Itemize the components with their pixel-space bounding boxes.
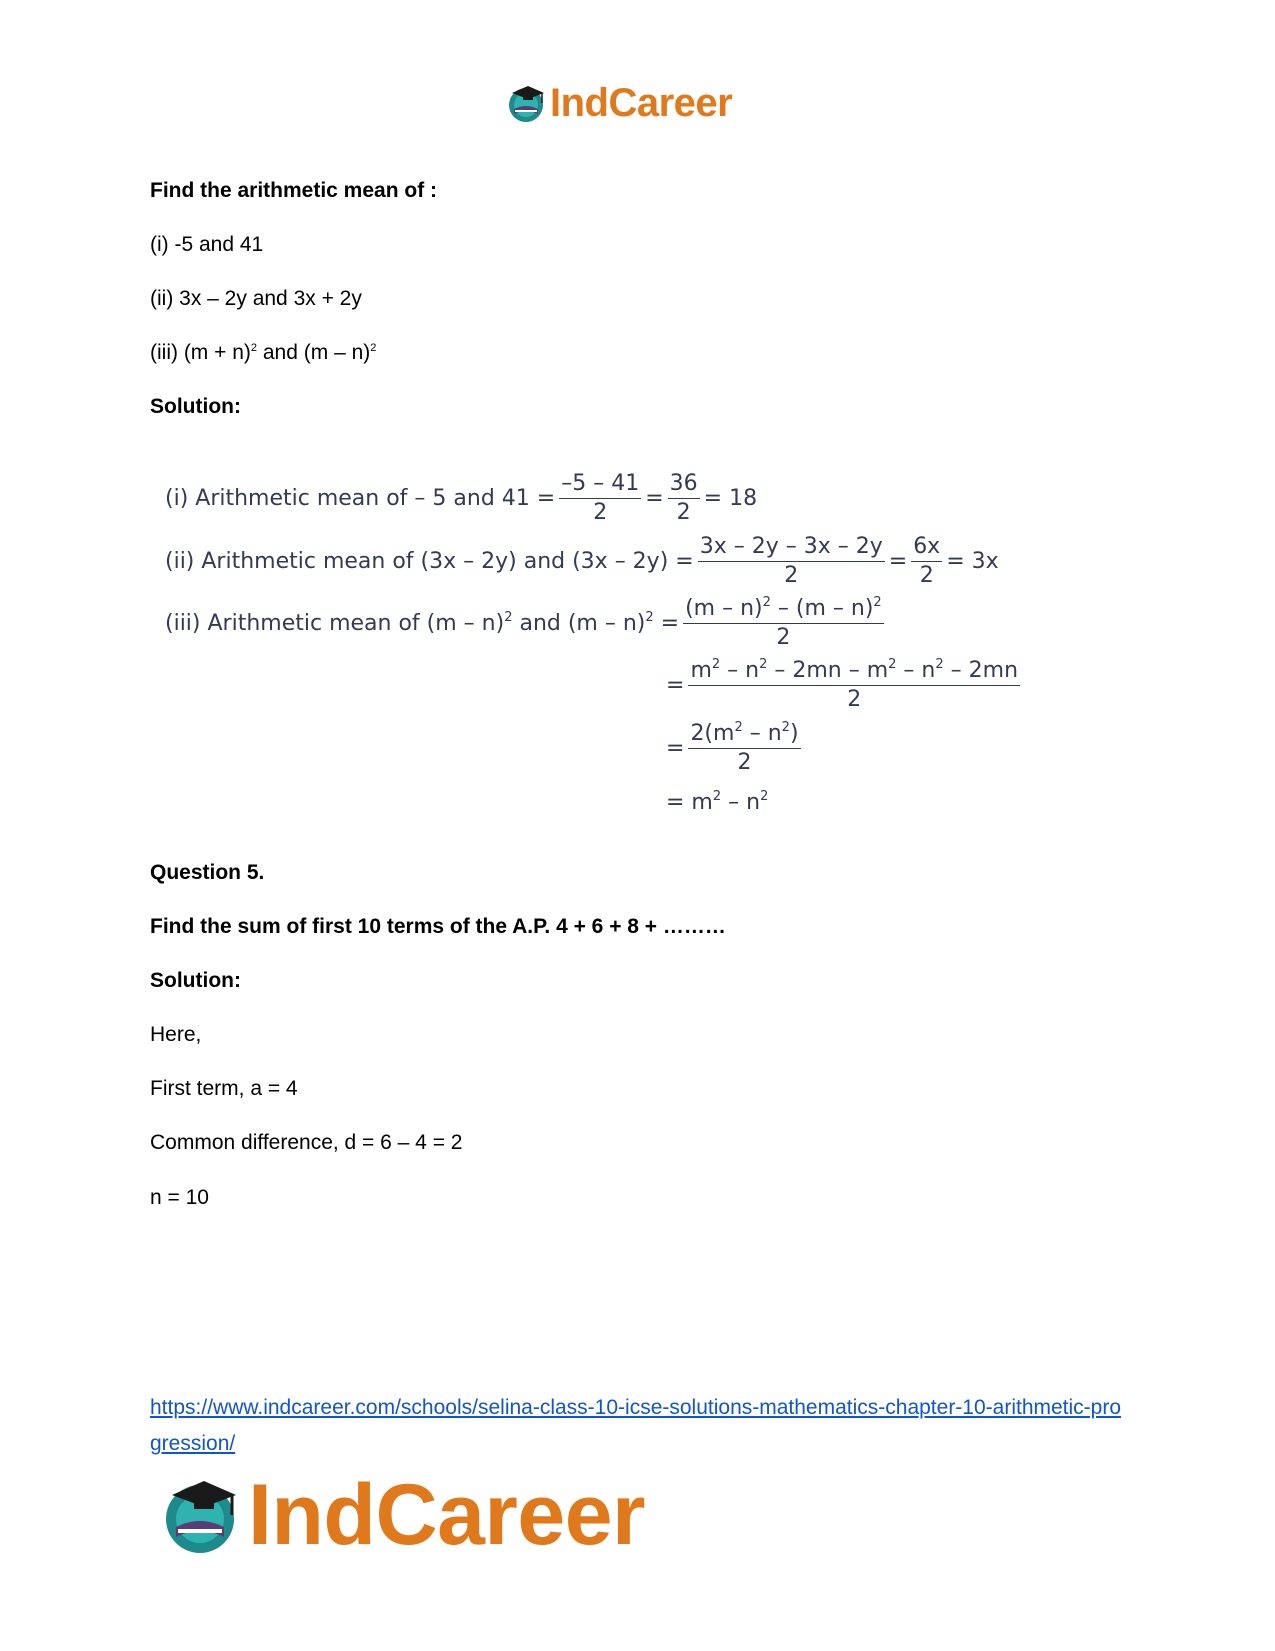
math-row-6: = $m^2 - n^2$: [666, 789, 769, 815]
fraction: $\frac{(m - n)^2 - (m - n)^2}{2}$: [685, 595, 882, 650]
solution-label: Solution:: [150, 395, 241, 418]
math-row-2: (ii) Arithmetic mean of (3x – 2y) and (3x – 2y) = $\frac{3x - 2y - 3x - 2y}{2}$ = $\frac{6x}{2}$ = 3x: [165, 534, 999, 588]
fraction: $\frac{6x}{2}$: [913, 534, 941, 588]
question-item-1: (i) -5 and 41: [150, 233, 264, 256]
math-row-3: (iii) Arithmetic mean of (m – n)$^2$ and (m – n)$^2$ = $\frac{(m - n)^2 - (m - n)^2}{2}$: [165, 595, 882, 650]
question-prompt: Find the arithmetic mean of :: [150, 179, 438, 202]
question-item-2: (ii) 3x – 2y and 3x + 2y: [150, 287, 362, 310]
fraction: $\frac{3x - 2y - 3x - 2y}{2}$: [699, 534, 883, 588]
fraction: $\frac{-5 - 41}{2}$: [561, 471, 640, 525]
math-row-1: (i) Arithmetic mean of – 5 and 41 = $\frac{-5 - 41}{2}$ = $\frac{36}{2}$ = 18: [165, 471, 758, 525]
math-row-4: = $\frac{m^2 - n^2 - 2mn - m^2 - n^2 - 2mn}{2}$: [666, 657, 1019, 712]
question-prompt: Find the sum of first 10 terms of the A.P. 4 + 6 + 8 + ………: [150, 915, 726, 938]
question-heading: Question 5.: [150, 861, 265, 884]
solution-line: Common difference, d = 6 – 4 = 2: [150, 1131, 463, 1154]
solution-line: First term, a = 4: [150, 1077, 298, 1100]
solution-line: n = 10: [150, 1186, 209, 1209]
question-item-3: (iii) $(m + n)^2$ and (m – n)$^2$: [150, 341, 377, 364]
source-link[interactable]: https://www.indcareer.com/schools/selina-class-10-icse-solutions-mathematics-chapter-10-arithmetic-progression/: [150, 1396, 1122, 1455]
fraction: $\frac{m^2 - n^2 - 2mn - m^2 - n^2 - 2mn}{2}$: [690, 657, 1019, 712]
logo-wordmark: IndCareer: [248, 1467, 645, 1563]
fraction: $\frac{36}{2}$: [669, 471, 698, 525]
solution-label: Solution:: [150, 969, 241, 992]
fraction: $\frac{2(m^2 - n^2)}{2}$: [690, 720, 799, 775]
math-row-5: = $\frac{2(m^2 - n^2)}{2}$: [666, 720, 799, 775]
logo-bottom: [160, 1467, 645, 1563]
graduation-cap-book-icon: [160, 1473, 244, 1557]
logo-wordmark: IndCareer: [550, 81, 733, 125]
solution-line: Here,: [150, 1023, 202, 1046]
